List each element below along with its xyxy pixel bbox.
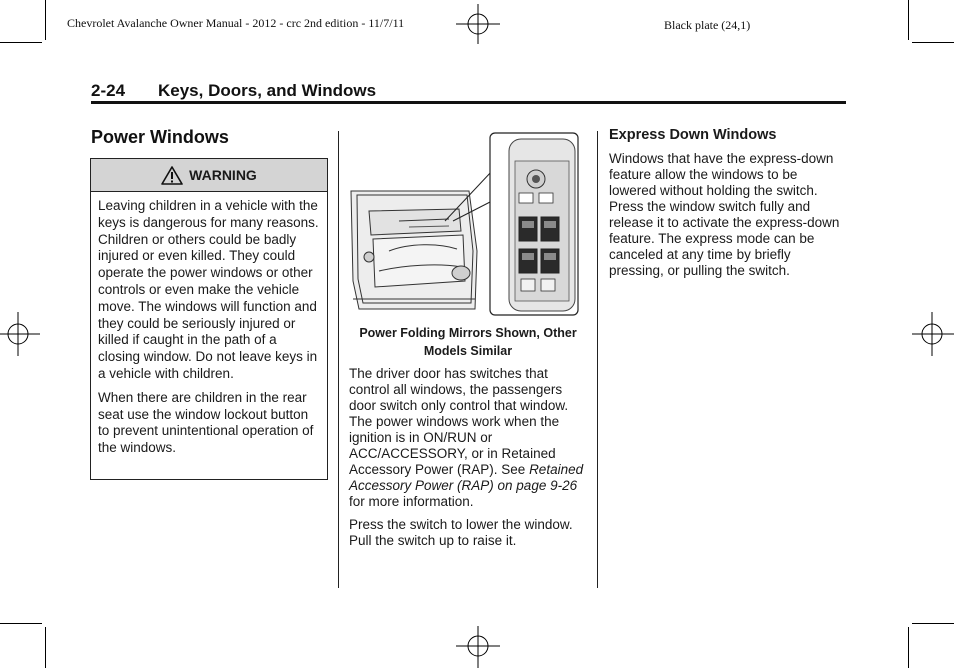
registration-mark (912, 312, 954, 356)
express-body: Windows that have the express-down feature allow the windows to be lowered without holding the switch. Press the window switch fully and release it to activate the express-down feature. The express mode can be canceled at any time by briefly pressing, or pulling the switch. (609, 151, 840, 278)
registration-mark (456, 626, 500, 668)
print-meta-right: Black plate (24,1) (664, 18, 751, 32)
crop-mark (912, 42, 954, 43)
column-divider (338, 131, 339, 588)
page-number: 2-24 (91, 81, 126, 100)
body-text-segment: for more information. (349, 494, 474, 509)
warning-paragraph: Leaving children in a vehicle with the keys is dangerous for many reasons. Children or others could be badly injured or even killed. They could operate the power windows or other controls or even make the vehicle move. The windows will function and they could be seriously injured or killed if caught in the path of a closing window. Do not leave keys in a vehicle with children. (98, 198, 319, 381)
crop-mark (0, 623, 42, 624)
print-meta-left: Chevrolet Avalanche Owner Manual - 2012 - crc 2nd edition - 11/7/11 (67, 16, 405, 30)
body-paragraph (349, 366, 587, 510)
warning-body (91, 192, 327, 457)
warning-label: WARNING (189, 167, 257, 183)
crop-mark (908, 0, 909, 40)
crop-mark (45, 0, 46, 40)
warning-box (90, 158, 328, 480)
switch-panel-drawing (509, 139, 575, 311)
crop-mark (0, 42, 42, 43)
center-body (349, 366, 587, 556)
registration-mark (0, 312, 40, 356)
warning-triangle-icon (161, 166, 183, 185)
cross-reference: Retained Accessory Power (RAP) on page 9-26 (349, 462, 584, 493)
crop-mark (912, 623, 954, 624)
subsection-title: Express Down Windows (609, 127, 777, 143)
header-rule (91, 101, 846, 104)
crop-mark (908, 627, 909, 668)
warning-header (91, 159, 327, 192)
warning-paragraph: When there are children in the rear seat use the window lockout button to prevent unintentional operation of the windows. (98, 389, 314, 456)
registration-mark (456, 4, 500, 44)
column-divider (597, 131, 598, 588)
body-paragraph: Press the switch to lower the window. Pull the switch up to raise it. (349, 517, 573, 548)
chapter-title: Keys, Doors, and Windows (158, 81, 377, 100)
door-panel-drawing (351, 191, 477, 309)
door-switch-illustration (349, 131, 581, 319)
section-title: Power Windows (91, 127, 229, 147)
figure-caption: Power Folding Mirrors Shown, Other Models Similar (359, 326, 577, 358)
body-text-segment: The driver door has switches that control all windows, the passengers door switch only control that window. The power windows work when the ignition is in ON/RUN or ACC/ACCESSORY, or in Retained Accessory Power (RAP). See (349, 366, 569, 477)
crop-mark (45, 627, 46, 668)
